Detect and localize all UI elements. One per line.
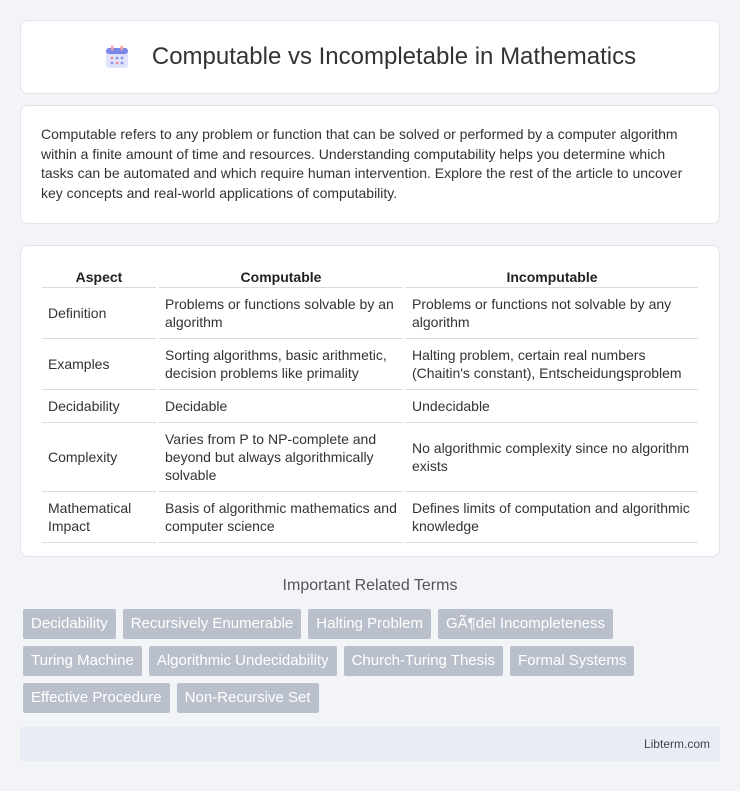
title-card [20, 20, 720, 94]
table-cell: Decidable [159, 390, 403, 423]
intro-text: Computable refers to any problem or function that can be solved or performed by a computer algorithm within a finite amount of time and resources. Understanding computability helps you determine which tasks can be automated and which require human intervention. Explore the rest of the article to uncover key concepts and real-world applications of computability. [41, 126, 683, 201]
table-cell: Sorting algorithms, basic arithmetic, decision problems like primality [159, 339, 403, 390]
column-header: Aspect [42, 266, 156, 288]
table-cell: No algorithmic complexity since no algorithm exists [406, 423, 698, 492]
intro-card [20, 105, 720, 224]
page-title: Computable vs Incompletable in Mathematics [151, 43, 637, 70]
related-term-tag[interactable]: Decidability [23, 609, 116, 639]
table-row [42, 423, 698, 492]
table-cell: Complexity [42, 423, 156, 492]
related-term-tag[interactable]: Church-Turing Thesis [344, 646, 503, 676]
related-terms-title: Important Related Terms [282, 577, 458, 594]
table-row [42, 492, 698, 543]
related-term-tag[interactable]: Formal Systems [510, 646, 634, 676]
table-row [42, 339, 698, 390]
table-cell: Undecidable [406, 390, 698, 423]
comparison-table [42, 266, 698, 543]
related-term-tag[interactable]: Non-Recursive Set [177, 683, 319, 713]
table-row [42, 288, 698, 339]
calendar-icon [104, 44, 130, 70]
footer [20, 727, 720, 761]
table-cell: Definition [42, 288, 156, 339]
related-term-tag[interactable]: Effective Procedure [23, 683, 170, 713]
table-cell: Problems or functions solvable by an algorithm [159, 288, 403, 339]
comparison-table-card [20, 245, 720, 557]
column-header: Incomputable [406, 266, 698, 288]
table-cell: Decidability [42, 390, 156, 423]
related-term-tag[interactable]: GÃ¶del Incompleteness [438, 609, 613, 639]
footer-site-link[interactable]: Libterm.com [643, 737, 710, 751]
table-cell: Defines limits of computation and algorithmic knowledge [406, 492, 698, 543]
related-term-tag[interactable]: Turing Machine [23, 646, 142, 676]
related-term-tag[interactable]: Algorithmic Undecidability [149, 646, 337, 676]
table-cell: Halting problem, certain real numbers (Chaitin's constant), Entscheidungsproblem [406, 339, 698, 390]
table-cell: Varies from P to NP-complete and beyond but always algorithmically solvable [159, 423, 403, 492]
table-row [42, 390, 698, 423]
related-term-tag[interactable]: Recursively Enumerable [123, 609, 302, 639]
column-header: Computable [159, 266, 403, 288]
related-terms-list [23, 609, 723, 713]
table-cell: Mathematical Impact [42, 492, 156, 543]
table-cell: Basis of algorithmic mathematics and computer science [159, 492, 403, 543]
table-cell: Examples [42, 339, 156, 390]
related-term-tag[interactable]: Halting Problem [308, 609, 431, 639]
table-cell: Problems or functions not solvable by any algorithm [406, 288, 698, 339]
table-header-row [42, 266, 698, 288]
